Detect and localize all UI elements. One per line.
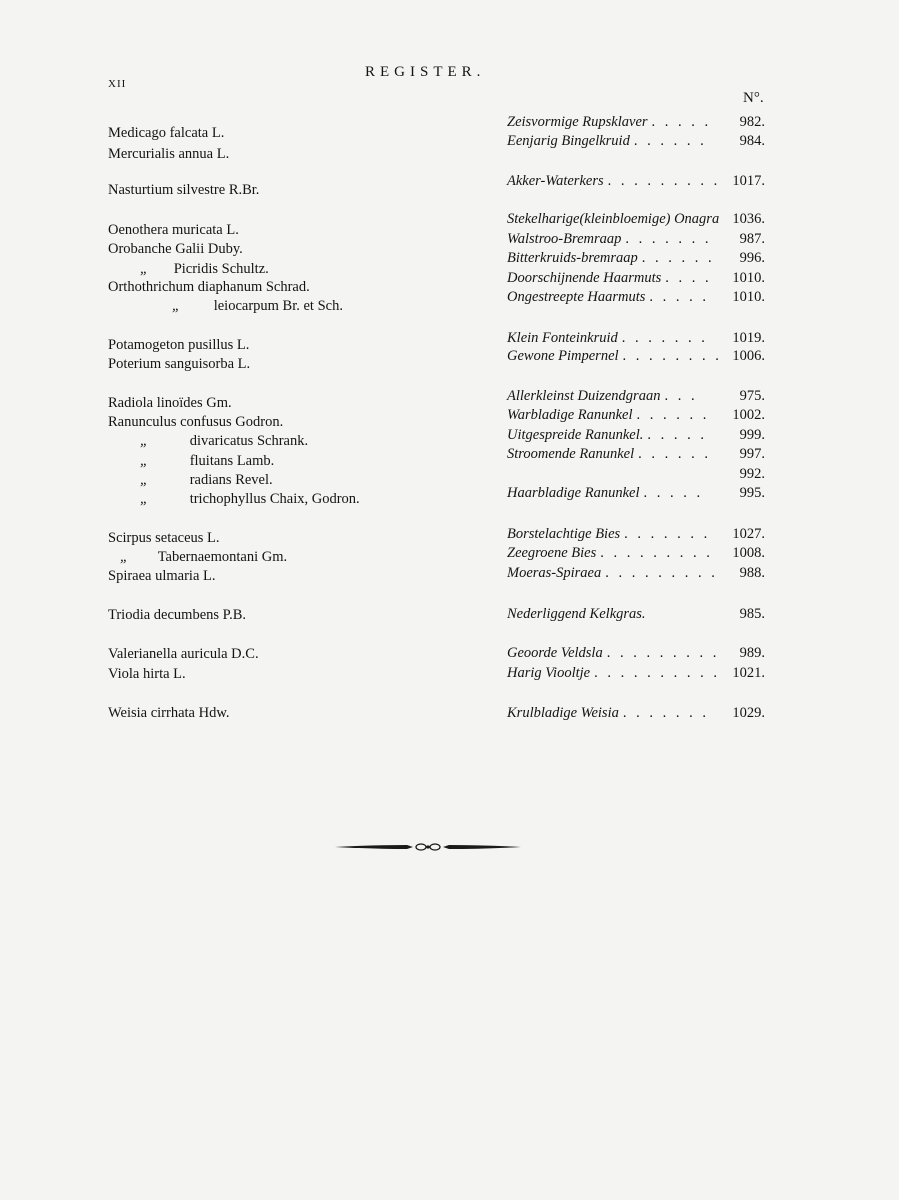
dot-leader: . . . . . . . — [622, 705, 709, 721]
dutch-name: Walstroo-Bremraap — [507, 231, 622, 247]
dutch-entry — [507, 407, 765, 424]
entry-number: 985. — [739, 606, 765, 622]
dot-leader: . . . . — [665, 270, 712, 286]
latin-name: Orobanche Galii Duby. — [108, 241, 243, 257]
entry-number: 1002. — [732, 407, 765, 423]
dutch-name: Allerkleinst Duizendgraan — [507, 388, 661, 404]
dutch-name: Borstelachtige Bies — [507, 526, 621, 542]
latin-row — [140, 433, 308, 450]
entry-number: 992. — [739, 466, 765, 482]
latin-name: Mercurialis annua L. — [108, 146, 230, 162]
entry-number: 1036. — [732, 211, 765, 227]
latin-name: fluitans Lamb. — [189, 453, 275, 469]
dutch-name: Gewone Pimpernel — [507, 348, 619, 364]
ditto-mark: „ — [140, 491, 149, 507]
latin-name: Picridis Schultz. — [173, 261, 269, 277]
latin-name: Scirpus setaceus L. — [108, 530, 220, 546]
entry-number: 987. — [739, 231, 765, 247]
dutch-name: Bitterkruids-bremraap — [507, 250, 638, 266]
dutch-name: Moeras-Spiraea — [507, 565, 602, 581]
entry-number: 984. — [739, 133, 765, 149]
entry-number: 1029. — [732, 705, 765, 721]
ditto-mark: „ — [140, 472, 149, 488]
entry-number: 1010. — [732, 289, 765, 305]
dot-leader: . . . . . . — [633, 133, 707, 149]
dutch-entry — [507, 270, 765, 287]
dutch-name: Zeisvormige Rupsklaver — [507, 114, 648, 130]
dutch-name: Eenjarig Bingelkruid — [507, 133, 630, 149]
dutch-entry — [507, 645, 765, 662]
ditto-mark: „ — [140, 433, 149, 449]
latin-name: Potamogeton pusillus L. — [108, 337, 250, 353]
dutch-entry — [507, 388, 765, 405]
dutch-name: Harig Viooltje — [507, 665, 591, 681]
dot-leader: . . . . . — [649, 289, 710, 305]
latin-name: radians Revel. — [189, 472, 273, 488]
dutch-name: Ongestreepte Haarmuts — [507, 289, 646, 305]
entry-number: 999. — [739, 427, 765, 443]
entry-number: 982. — [739, 114, 765, 130]
dot-leader: . . . — [664, 388, 698, 404]
dutch-entry — [507, 173, 765, 190]
latin-name: Valerianella auricula D.C. — [108, 646, 259, 662]
dot-leader: . . . . . . — [638, 446, 711, 462]
latin-name: leiocarpum Br. et Sch. — [213, 298, 343, 314]
dot-leader: . . . . . . — [641, 250, 715, 266]
dot-leader: . . . . . . . . . — [605, 565, 718, 581]
dutch-name: Akker-Waterkers — [507, 173, 604, 189]
dot-leader: . . . . . — [651, 114, 712, 130]
page-number: XII — [108, 78, 127, 90]
entry-number: 1010. — [732, 270, 765, 286]
latin-name: Ranunculus confusus Godron. — [108, 414, 284, 430]
dutch-name: Haarbladige Ranunkel — [507, 485, 640, 501]
dot-leader: . . . . . . . — [625, 231, 712, 247]
latin-name: Tabernaemontani Gm. — [157, 549, 288, 565]
latin-row — [120, 549, 287, 566]
latin-name: Poterium sanguisorba L. — [108, 356, 251, 372]
latin-name: divaricatus Schrank. — [189, 433, 309, 449]
latin-name: Viola hirta L. — [108, 666, 186, 682]
latin-name: Weisia cirrhata Hdw. — [108, 705, 230, 721]
ditto-mark: „ — [120, 549, 129, 565]
dutch-entry — [507, 114, 765, 131]
dutch-entry — [507, 250, 765, 267]
dutch-entry — [507, 289, 765, 306]
dutch-name: Krulbladige Weisia — [507, 705, 619, 721]
ditto-mark: „ — [140, 261, 149, 277]
dutch-name: Stekelharige(kleinbloemige) Onagra — [507, 211, 720, 227]
dutch-name: Zeegroene Bies — [507, 545, 597, 561]
dot-leader: . . . . . . . . . — [606, 645, 720, 661]
number-column-header: N°. — [743, 90, 764, 106]
ditto-mark: „ — [140, 453, 149, 469]
dutch-entry — [507, 466, 765, 483]
dot-leader: . . . . . . . — [621, 330, 708, 346]
latin-name: trichophyllus Chaix, Godron. — [189, 491, 360, 507]
dutch-name: Nederliggend Kelkgras. — [507, 606, 646, 622]
dutch-entry — [507, 348, 765, 365]
ditto-mark: „ — [172, 298, 181, 314]
dot-leader: . . . . . — [643, 485, 704, 501]
latin-name: Nasturtium silvestre R.Br. — [108, 182, 260, 198]
dutch-entry — [507, 545, 765, 562]
dutch-entry — [507, 133, 765, 150]
latin-name: Oenothera muricata L. — [108, 222, 239, 238]
dutch-entry — [507, 606, 765, 623]
dutch-entry — [507, 665, 765, 682]
dot-leader: . . . . . . . . — [622, 348, 722, 364]
dutch-entry — [507, 446, 765, 463]
dot-leader: . . . . . . . . . . — [594, 665, 720, 681]
end-ornament — [335, 840, 521, 854]
dutch-name: Stroomende Ranunkel — [507, 446, 635, 462]
dot-leader: . . . . . . . . . — [607, 173, 721, 189]
entry-number: 988. — [739, 565, 765, 581]
entry-number: 975. — [739, 388, 765, 404]
dutch-name: Uitgespreide Ranunkel. — [507, 427, 644, 443]
dutch-entry — [507, 705, 765, 722]
dutch-entry — [507, 565, 765, 582]
dutch-name: Geoorde Veldsla — [507, 645, 603, 661]
entry-number: 1021. — [732, 665, 765, 681]
page-title: REGISTER. — [365, 64, 486, 80]
entry-number: 996. — [739, 250, 765, 266]
entry-number: 1017. — [732, 173, 765, 189]
latin-name: Radiola linoïdes Gm. — [108, 395, 232, 411]
dot-leader: . . . . . . . — [624, 526, 711, 542]
entry-number: 989. — [739, 645, 765, 661]
latin-row — [140, 472, 273, 489]
dot-leader: . . . . . . . . . — [600, 545, 713, 561]
latin-name: Spiraea ulmaria L. — [108, 568, 216, 584]
dot-leader: . . . . . — [647, 427, 707, 443]
entry-number: 1027. — [732, 526, 765, 542]
dutch-name: Warbladige Ranunkel — [507, 407, 633, 423]
dutch-name: Klein Fonteinkruid — [507, 330, 618, 346]
entry-number: 1019. — [732, 330, 765, 346]
entry-number: 995. — [739, 485, 765, 501]
latin-row — [140, 261, 269, 278]
dutch-entry — [507, 330, 765, 347]
entry-number: 1008. — [732, 545, 765, 561]
latin-name: Triodia decumbens P.B. — [108, 607, 247, 623]
dutch-entry — [507, 231, 765, 248]
dot-leader: . . . . . . — [636, 407, 710, 423]
latin-name: Orthothrichum diaphanum Schrad. — [108, 279, 310, 295]
dutch-entry — [507, 427, 765, 444]
entry-number: 1006. — [732, 348, 765, 364]
dutch-entry — [507, 485, 765, 502]
latin-row — [172, 298, 343, 315]
dutch-name: Doorschijnende Haarmuts — [507, 270, 662, 286]
dutch-entry — [507, 211, 765, 228]
latin-name: Medicago falcata L. — [108, 125, 225, 141]
latin-row — [140, 453, 274, 470]
entry-number: 997. — [739, 446, 765, 462]
dutch-entry — [507, 526, 765, 543]
latin-row — [140, 491, 360, 508]
